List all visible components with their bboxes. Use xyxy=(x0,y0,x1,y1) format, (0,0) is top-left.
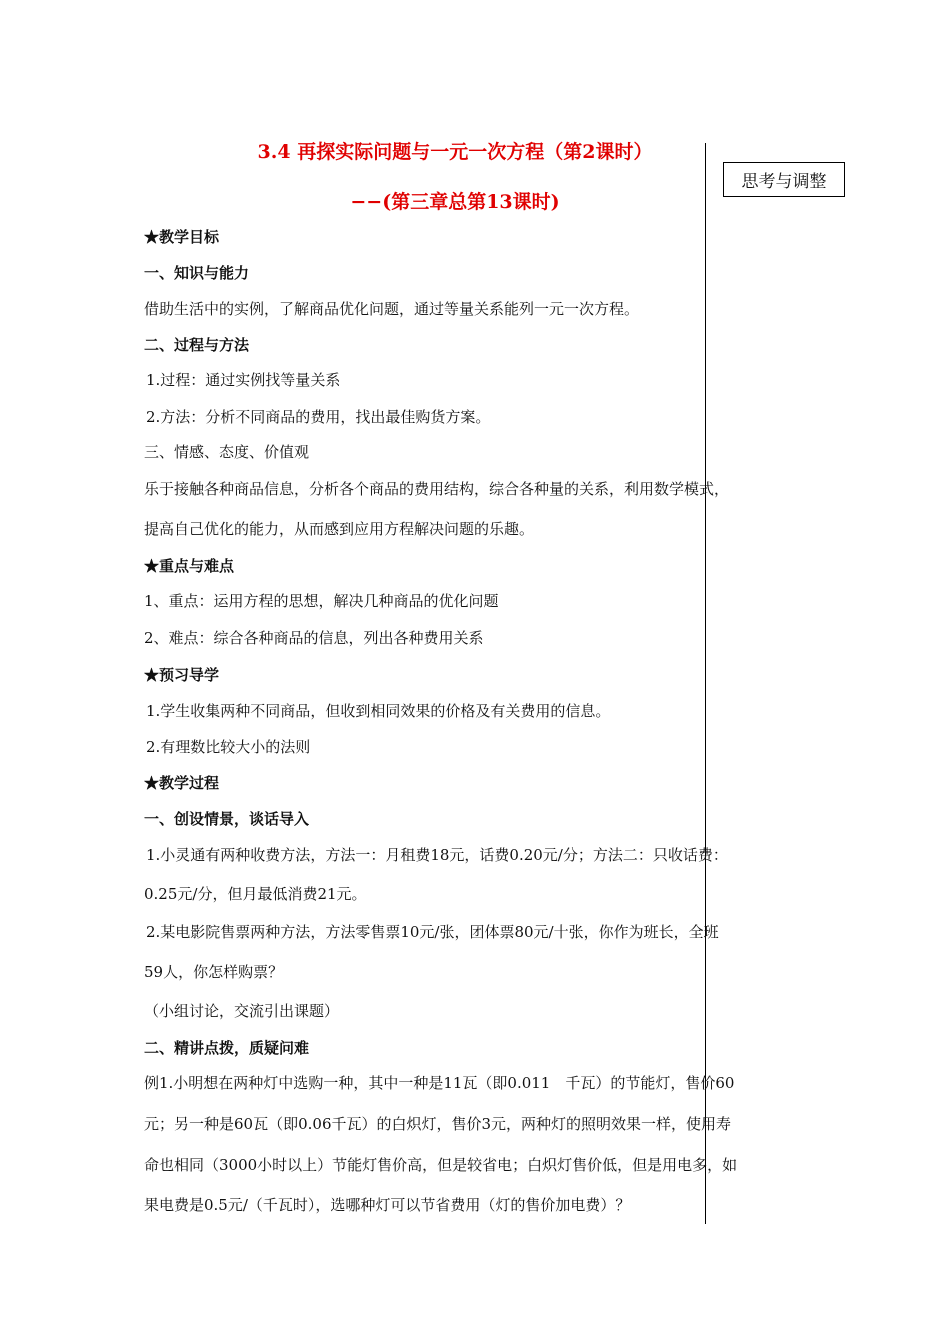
list-item: 2.有理数比较大小的法则 xyxy=(146,738,311,756)
body-text: 果电费是0.5元/（千瓦时），选哪种灯可以节省费用（灯的售价加电费）？ xyxy=(144,1196,631,1214)
body-text: 乐于接触各种商品信息，分析各个商品的费用结构，综合各种量的关系，利用数学模式， xyxy=(144,480,730,498)
section-heading: ★重点与难点 xyxy=(144,557,235,575)
body-text: 元；另一种是60瓦（即0.06千瓦）的白炽灯，售价3元，两种灯的照明效果一样，使用寿 xyxy=(144,1115,732,1133)
section-heading: ★教学目标 xyxy=(144,228,220,246)
subsection-heading: 二、过程与方法 xyxy=(144,336,250,354)
section-heading: ★预习导学 xyxy=(144,666,220,684)
body-text: （小组讨论，交流引出课题） xyxy=(144,1002,340,1020)
list-item: 2.方法：分析不同商品的费用，找出最佳购货方案。 xyxy=(146,408,491,426)
body-text: 借助生活中的实例，了解商品优化问题，通过等量关系能列一元一次方程。 xyxy=(144,300,640,318)
list-item: 1.过程：通过实例找等量关系 xyxy=(146,371,341,389)
body-text: 1、重点：运用方程的思想，解决几种商品的优化问题 xyxy=(144,592,499,610)
body-text: 例1.小明想在两种灯中选购一种，其中一种是11瓦（即0.011 千瓦）的节能灯，售价60 xyxy=(144,1074,735,1092)
side-label-box: 思考与调整 xyxy=(723,162,845,197)
section-heading: ★教学过程 xyxy=(144,774,220,792)
subsection-heading: 二、精讲点拨，质疑问难 xyxy=(144,1039,310,1057)
list-item: 2.某电影院售票两种方法，方法零售票10元/张，团体票80元/十张，你作为班长，全班 xyxy=(146,923,719,941)
list-item: 1.学生收集两种不同商品，但收到相同效果的价格及有关费用的信息。 xyxy=(146,702,611,720)
body-text: 59人，你怎样购票？ xyxy=(144,963,284,981)
body-text: 2、难点：综合各种商品的信息，列出各种费用关系 xyxy=(144,629,484,647)
subsection-heading: 一、知识与能力 xyxy=(144,264,250,282)
document-subtitle: −−(第三章总第13课时) xyxy=(350,191,560,213)
body-text: 0.25元/分，但月最低消费21元。 xyxy=(144,885,367,903)
body-text: 命也相同（3000小时以上）节能灯售价高，但是较省电；白炽灯售价低，但是用电多，如 xyxy=(144,1156,738,1174)
subsection-heading: 一、创设情景，谈话导入 xyxy=(144,810,310,828)
subsection-heading: 三、情感、态度、价值观 xyxy=(144,443,310,461)
list-item: 1.小灵通有两种收费方法，方法一：月租费18元，话费0.20元/分；方法二：只收话费： xyxy=(146,846,728,864)
document-title: 3.4 再探实际问题与一元一次方程（第2课时） xyxy=(257,141,653,163)
body-text: 提高自己优化的能力，从而感到应用方程解决问题的乐趣。 xyxy=(144,520,535,538)
